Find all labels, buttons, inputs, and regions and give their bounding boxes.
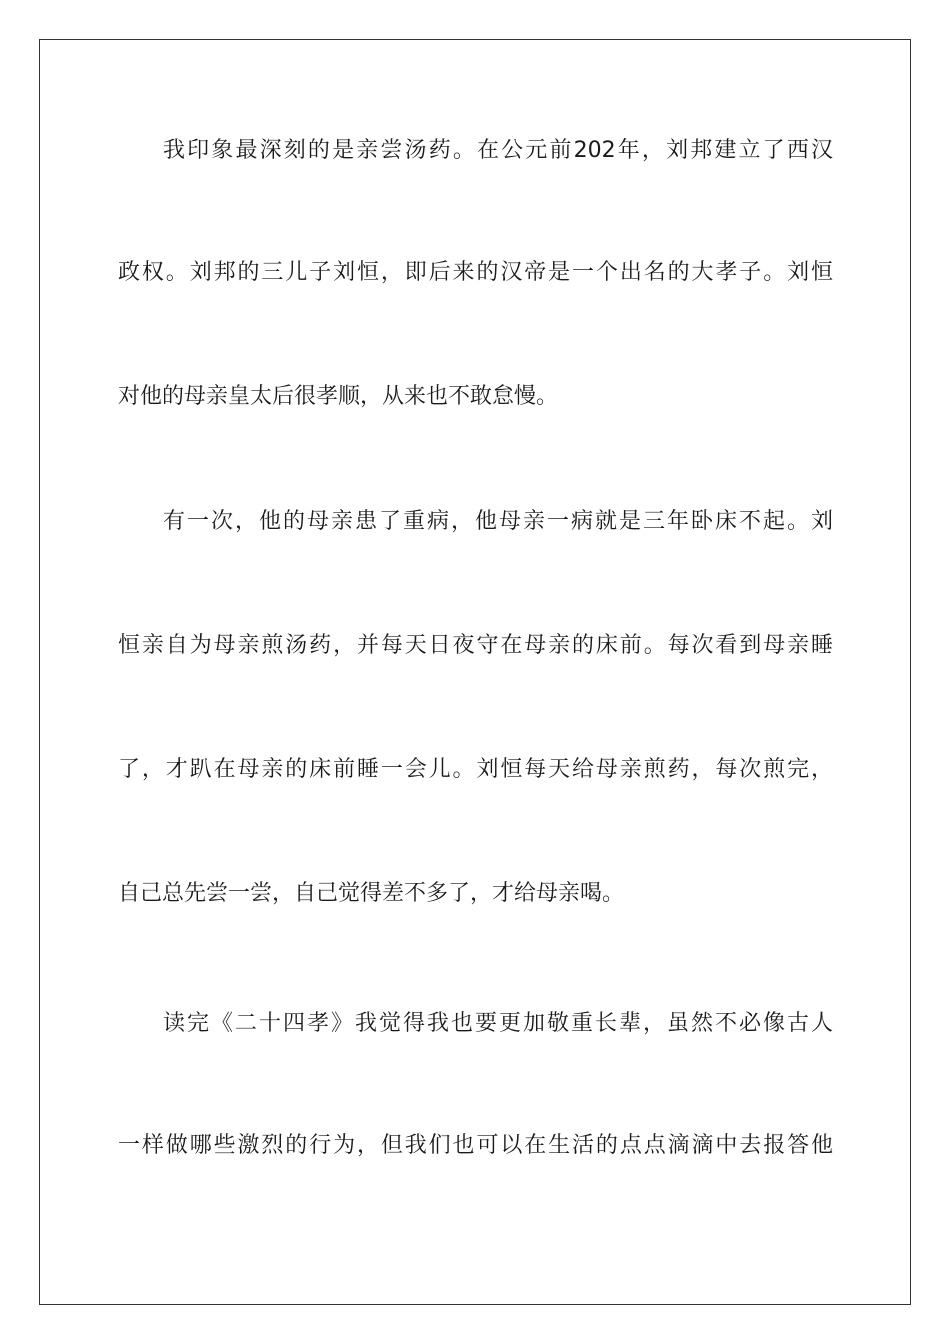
paragraph-1-line-3: 对他的母亲皇太后很孝顺，从来也不敢怠慢。 [118,384,559,409]
paragraph-1-line-2: 政权。刘邦的三儿子刘恒，即后来的汉帝是一个出名的大孝子。刘恒 [118,260,833,285]
paragraph-2-line-1: 有一次，他的母亲患了重病，他母亲一病就是三年卧床不起。刘 [163,509,833,534]
paragraph-2-line-3: 了，才趴在母亲的床前睡一会儿。刘恒每天给母亲煎药，每次煎完， [118,757,833,782]
paragraph-2-line-4: 自己总先尝一尝，自己觉得差不多了，才给母亲喝。 [118,881,625,906]
paragraph-3-line-2: 一样做哪些激烈的行为，但我们也可以在生活的点点滴滴中去报答他 [118,1133,833,1158]
paragraph-3-line-1: 读完《二十四孝》我觉得我也要更加敬重长辈，虽然不必像古人 [163,1011,833,1036]
paragraph-2-line-2: 恒亲自为母亲煎汤药，并每天日夜守在母亲的床前。每次看到母亲睡 [118,633,833,658]
page-border [39,39,911,1305]
paragraph-1-line-1: 我印象最深刻的是亲尝汤药。在公元前202年，刘邦建立了西汉 [163,138,833,163]
